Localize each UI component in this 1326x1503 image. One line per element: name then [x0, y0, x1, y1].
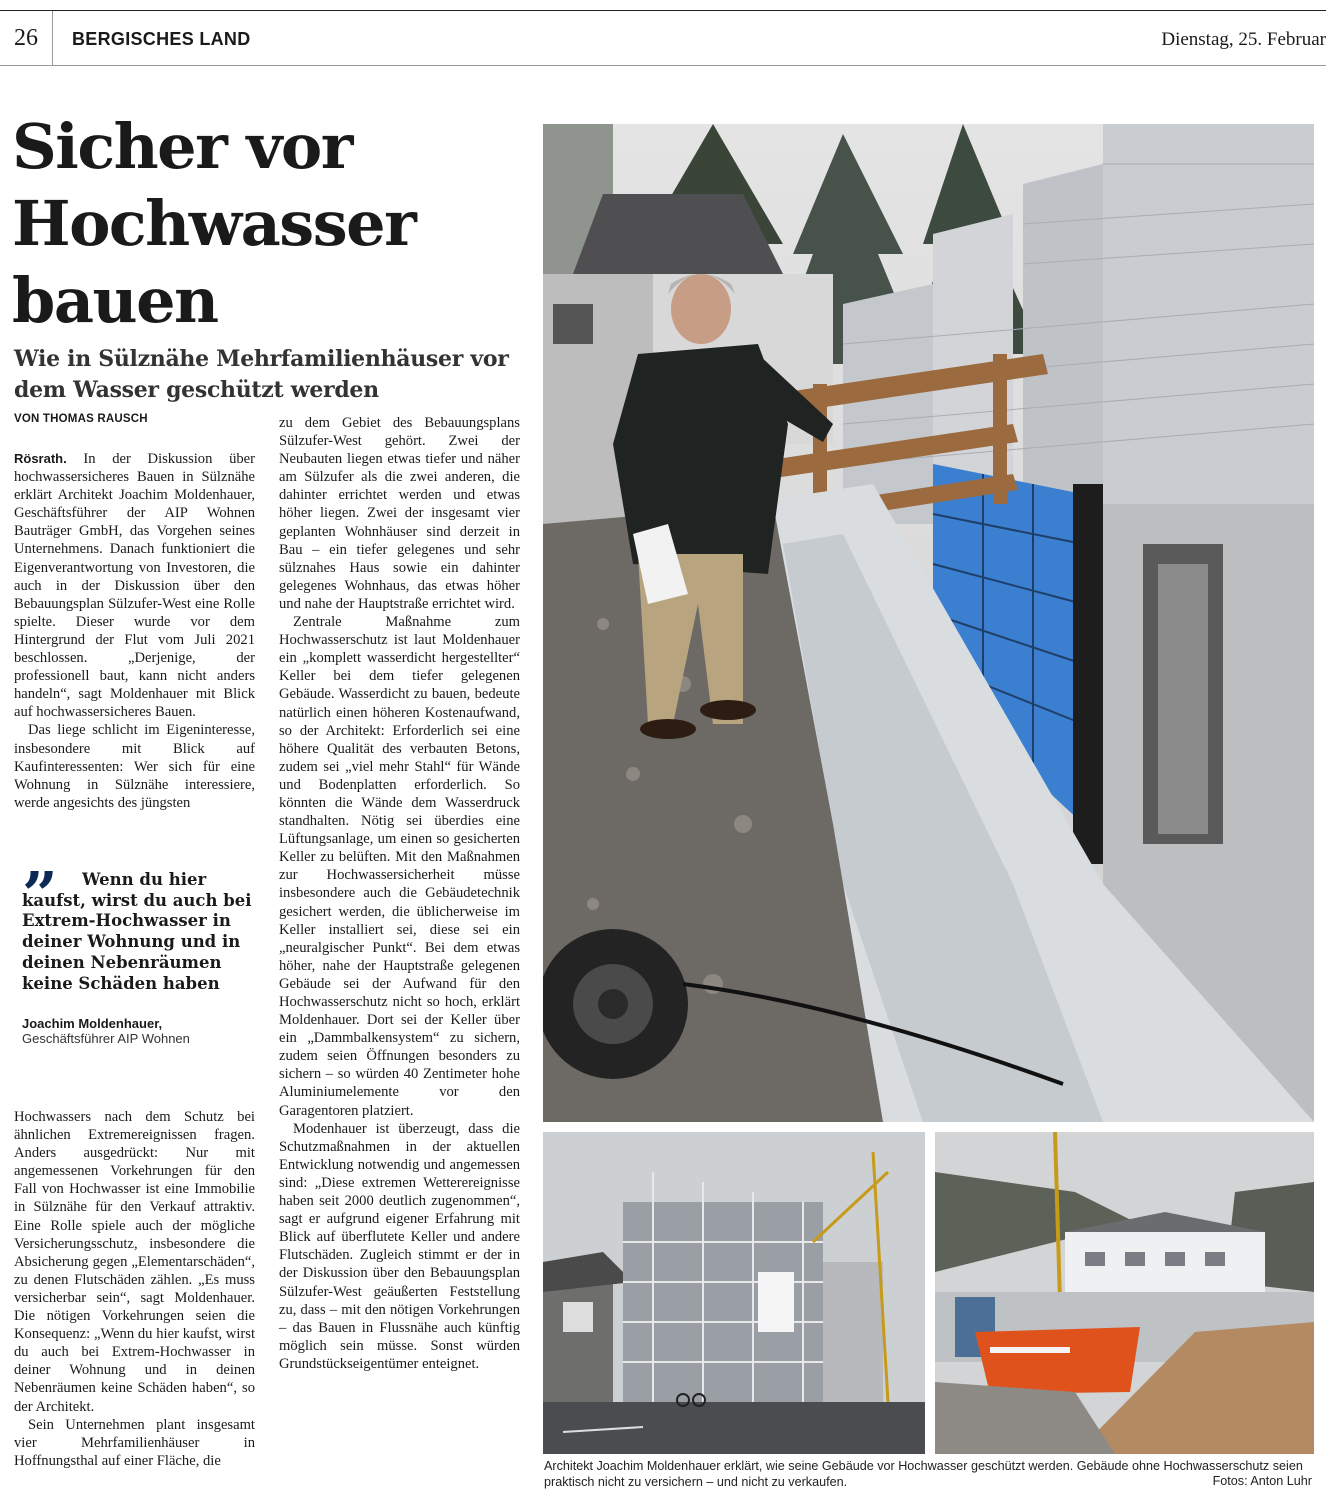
subheadline: Wie in Sülznähe Mehrfamilienhäuser vor dem Wasser geschützt werden [14, 346, 509, 403]
paragraph: Rösrath. In der Diskussion über hochwassersicheres Bauen in Sülznähe erklärt Architekt Joachim Moldenhauer, Geschäftsführer der AIP Wohnen Bauträger GmbH, das Vorgehen seines Unternehmens. Danach funktioniert die Eigenverantwortung von Investoren, die auch in der Diskussion über den Bebauungsplan Sülzufer-West eine Rolle spielte. Dieser wurde vor dem Hintergrund der Flut vom Juli 2021 beschlossen. „Derjenige, der professionell baut, kann nicht anders handeln“, sagt Moldenhauer mit Blick auf hochwassersicheres Bauen. [14, 451, 255, 721]
page-header [0, 10, 1326, 66]
pull-quote [22, 858, 262, 1047]
section-title: BERGISCHES LAND [72, 29, 251, 49]
paragraph: zu dem Gebiet des Bebauungsplans Sülzufer-West gehört. Zwei der Neubauten liegen etwas tiefer und näher am Sülzufer als die zwei anderen, die dahinter errichtet werden und etwas höher liegen. Zwei der insgesamt vier geplanten Wohnhäuser sind derzeit in Bau – ein tiefer gelegenes und sehr sülznahes Haus sowie ein dahinter gelegenes Wohnhaus, das etwas höher und nahe der Hauptstraße errichtet wird. [279, 415, 520, 612]
quote-author-role: Geschäftsführer AIP Wohnen [22, 1031, 190, 1047]
building-photo-right [935, 1132, 1314, 1454]
photo-credit: Fotos: Anton Luhr [1212, 1474, 1312, 1488]
header-divider [52, 11, 53, 65]
headline: Sicher vor Hochwasser bauen [12, 110, 416, 337]
photo-caption: Architekt Joachim Moldenhauer erklärt, wie seine Gebäude vor Hochwasser geschützt werden. Gebäude ohne Hochwasserschutz seien praktisch nicht zu versichern – und nicht zu verkaufen. [544, 1459, 1303, 1489]
paragraph: Das liege schlicht im Eigeninteresse, insbesondere mit Blick auf Kaufinteressenten: Wer sich für eine Wohnung in Sülznähe interessiere, werde angesichts des jüngsten [14, 722, 255, 811]
paragraph: Hochwassers nach dem Schutz bei ähnlichen Extremereignissen fragen. Anders ausgedrückt: Nur mit angemessenen Vorkehrungen für den Fall von Hochwasser ist eine Immobilie in Sülznähe für den Verkauf attraktiv. Eine Rolle spiele auch der mögliche Versicherungsschutz, insbesondere die Absicherung gegen „Elementarschäden“, zu denen Flutschäden zählen. „Es muss versicherbar sein“, sagt Moldenhauer. Die nötigen Vorkehrungen seien die Konsequenz: „Wenn du hier kaufst, wirst du auch bei Extrem-Hochwasser in deiner Wohnung und in deinen Nebenräumen keine Schäden haben“, so der Architekt. [14, 1109, 255, 1415]
paragraph: Sein Unternehmen plant insgesamt vier Mehrfamilienhäuser in Hoffnungsthal auf einer Fläche, die [14, 1416, 255, 1469]
quote-text: Wenn du hier kaufst, wirst du auch bei Extrem-Hochwasser in deiner Wohnung und in deinen Nebenräumen keine Schäden haben [22, 870, 252, 993]
quote-mark-icon: ” [22, 858, 58, 931]
quote-author: Joachim Moldenhauer, [22, 1016, 163, 1032]
column-1-top [14, 450, 255, 812]
paragraph: Modenhauer ist überzeugt, dass die Schutzmaßnahmen in der aktuellen Entwicklung notwendig und angemessen sind: „Diese extremen Wetterereignisse haben seit 2000 deutlich zugenommen“, sagt er aufgrund eigener Erfahrung mit Blick auf überflutete Keller und andere Flutschäden. Zugleich stimmt er der in der Diskussion über den Bebauungsplan Sülzufer-West geäußerten Feststellung zu, dass – mit den nötigen Vorkehrungen – das Bauen in Flussnähe auch künftig möglich sein müsse. Sonst würden Grundstückseigentümer enteignet. [279, 1120, 520, 1372]
issue-date: Dienstag, 25. Februar [1161, 29, 1326, 50]
byline: VON THOMAS RAUSCH [14, 413, 148, 425]
paragraph: Zentrale Maßnahme zum Hochwasserschutz ist laut Moldenhauer ein „komplett wasserdicht hergestellter“ Keller bei dem tiefer gelegenen Gebäude. Wasserdicht zu bauen, bedeute natürlich einen höheren Kostenaufwand, so der Architekt: Erforderlich sei eine höhere Qualität des verbauten Betons, zudem sei „viel mehr Stahl“ für Wände und Bodenplatten erforderlich. So könnten die Wände dem Wasserdruck standhalten. Nötig sei überdies eine Lüftungsanlage, um einen so gesicherten Keller zu belüften. Mit den Maßnahmen zur Hochwassersicherheit müsse insbesondere auch die Gebäudetechnik gesichert werden, die üblicherweise im Keller installiert sei, diese sei ein „neuralgischer Punkt“. Bei dem etwas höher, nahe der Hauptstraße gelegenen Gebäude sei der Aufwand für den Hochwasserschutz nicht so hoch, erklärt Moldenhauer. Dort sei der Keller über ein „Dammbalkensystem“ zu sichern, zudem seien Öffnungen besonders zu sichern – so würden 40 Zentimeter hohe Aluminiumelemente vor den Garagentoren platziert. [279, 614, 520, 1119]
dateline: Rösrath. [14, 451, 67, 466]
page-number: 26 [14, 25, 38, 51]
column-2 [279, 414, 520, 1373]
main-photo [543, 124, 1314, 1122]
building-photo-left [543, 1132, 925, 1454]
column-1-bottom [14, 1108, 255, 1470]
